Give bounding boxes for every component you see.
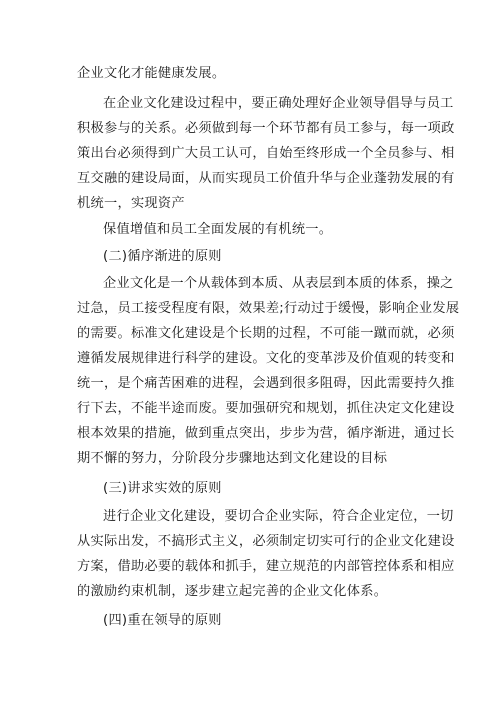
section-heading: (二)循序渐进的原则 <box>103 249 222 264</box>
paragraph-line: 根本效果的措施，做到重点突出，步步为营，循序渐进，通过长 <box>77 426 455 441</box>
section-heading: (三)讲求实效的原则 <box>103 481 222 496</box>
paragraph-line: 统一，是个痛苦困难的进程，会遇到很多阻碍，因此需要持久推 <box>77 376 455 391</box>
paragraph-line: 期不懈的努力，分阶段分步骤地达到文化建设的目标 <box>77 451 388 466</box>
paragraph-line: 进行企业文化建设，要切合企业实际，符合企业定位，一切 <box>103 509 454 524</box>
paragraph-line: 的激励约束机制，逐步建立起完善的企业文化体系。 <box>77 584 388 599</box>
paragraph-line: 在企业文化建设过程中，要正确处理好企业领导倡导与员工 <box>103 96 454 111</box>
paragraph-line: 从实际出发，不搞形式主义，必须制定切实可行的企业文化建设 <box>77 534 455 549</box>
paragraph-line: 行下去，不能半途而废。要加强研究和规划，抓住决定文化建设 <box>77 401 455 416</box>
paragraph-line: 保值增值和员工全面发展的有机统一。 <box>103 222 333 237</box>
paragraph-line: 互交融的建设局面，从而实现员工价值升华与企业蓬勃发展的有 <box>77 171 455 186</box>
paragraph-line: 机统一，实现资产 <box>77 196 185 211</box>
paragraph-line: 策出台必须得到广大员工认可，自始至终形成一个全员参与、相 <box>77 146 455 161</box>
paragraph-line: 企业文化是一个从载体到本质、从表层到本质的体系，操之 <box>103 276 454 291</box>
paragraph-line: 方案，借助必要的载体和抓手，建立规范的内部管控体系和相应 <box>77 559 455 574</box>
paragraph-line: 遵循发展规律进行科学的建设。文化的变革涉及价值观的转变和 <box>77 351 455 366</box>
paragraph-line: 过急，员工接受程度有限，效果差;行动过于缓慢，影响企业发展 <box>77 301 460 316</box>
section-heading: (四)重在领导的原则 <box>103 613 222 628</box>
paragraph-line: 积极参与的关系。必须做到每一个环节都有员工参与，每一项政 <box>77 121 455 136</box>
paragraph-line: 企业文化才能健康发展。 <box>77 66 226 81</box>
paragraph-line: 的需要。标准文化建设是个长期的过程，不可能一蹴而就，必须 <box>77 326 455 341</box>
